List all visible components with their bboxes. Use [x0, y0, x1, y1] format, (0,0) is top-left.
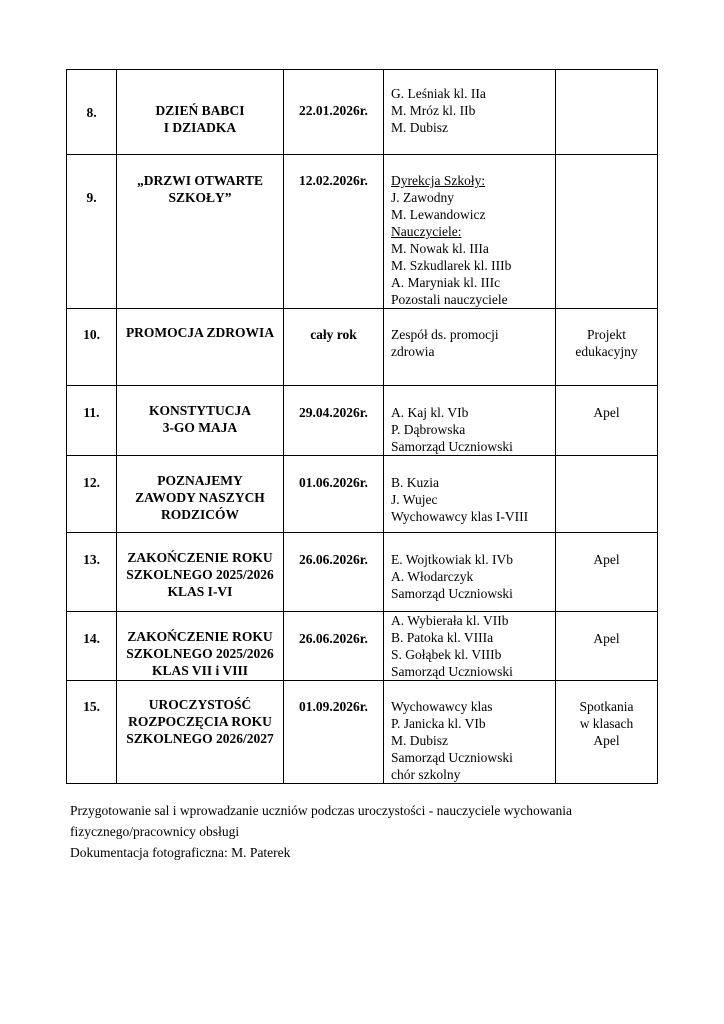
event-name-line: SZKOLNEGO 2026/2027 — [126, 731, 274, 746]
responsible-people — [384, 533, 556, 612]
responsible-person: A. Maryniak kl. IIIc — [391, 275, 501, 290]
event-notes — [556, 386, 658, 456]
event-name-line: ROZPOCZĘCIA ROKU — [128, 714, 272, 729]
event-name — [117, 681, 284, 784]
event-name — [117, 456, 284, 533]
responsible-person: Pozostali nauczyciele — [391, 292, 508, 307]
responsible-person: P. Janicka kl. VIb — [391, 716, 486, 731]
event-note-line: edukacyjny — [575, 344, 638, 359]
event-name-line: SZKOŁY” — [168, 190, 232, 205]
event-name — [117, 155, 284, 309]
event-date: 01.09.2026r. — [284, 681, 384, 784]
row-number: 12. — [67, 456, 117, 533]
schedule-body — [67, 70, 658, 784]
event-name-line: „DRZWI OTWARTE — [137, 173, 263, 188]
footer-line: Przygotowanie sal i wprowadzanie uczniów podczas uroczystości - nauczyciele wychowania — [70, 803, 572, 818]
responsible-person: S. Gołąbek kl. VIIIb — [391, 647, 502, 662]
event-note-line: Projekt — [587, 327, 626, 342]
responsible-people — [384, 155, 556, 309]
responsible-person: A. Kaj kl. VIb — [391, 405, 469, 420]
row-number: 11. — [67, 386, 117, 456]
table-row — [67, 681, 658, 784]
responsible-person: Dyrekcja Szkoły: — [391, 173, 486, 188]
event-name-line: PROMOCJA ZDROWIA — [125, 325, 275, 340]
event-note-line: Apel — [593, 405, 620, 420]
responsible-person: Nauczyciele: — [391, 224, 462, 239]
event-notes — [556, 612, 658, 681]
event-name-line: KLAS I-VI — [167, 584, 233, 599]
responsible-people — [384, 309, 556, 386]
responsible-person: B. Kuzia — [391, 475, 439, 490]
responsible-person: P. Dąbrowska — [391, 422, 466, 437]
responsible-people — [384, 612, 556, 681]
responsible-person: M. Lewandowicz — [391, 207, 486, 222]
event-date: 12.02.2026r. — [284, 155, 384, 309]
responsible-person: J. Zawodny — [391, 190, 454, 205]
row-number: 14. — [67, 612, 117, 681]
responsible-person: J. Wujec — [391, 492, 438, 507]
table-row — [67, 155, 658, 309]
footer-line: Dokumentacja fotograficzna: M. Paterek — [70, 845, 291, 860]
responsible-person: M. Dubisz — [391, 733, 448, 748]
table-row — [67, 309, 658, 386]
event-date: 29.04.2026r. — [284, 386, 384, 456]
event-date: 26.06.2026r. — [284, 533, 384, 612]
event-name-line: I DZIADKA — [163, 120, 237, 135]
event-note-line: w klasach — [579, 716, 634, 731]
responsible-people — [384, 681, 556, 784]
footer-notes — [70, 800, 670, 863]
event-date: 22.01.2026r. — [284, 70, 384, 155]
responsible-person: A. Wybierała kl. VIIb — [391, 613, 509, 628]
responsible-people — [384, 456, 556, 533]
event-name-line: SZKOLNEGO 2025/2026 — [126, 567, 274, 582]
event-name-line: 3-GO MAJA — [162, 420, 238, 435]
event-name-line: POZNAJEMY — [157, 473, 243, 488]
event-note-line: Spotkania — [579, 699, 634, 714]
responsible-person: Wychowawcy klas — [391, 699, 493, 714]
responsible-people — [384, 70, 556, 155]
responsible-person: M. Dubisz — [391, 120, 448, 135]
event-notes — [556, 456, 658, 533]
table-row — [67, 70, 658, 155]
event-name — [117, 309, 284, 386]
responsible-person: A. Włodarczyk — [391, 569, 474, 584]
event-name-line: KONSTYTUCJA — [148, 403, 251, 418]
table-row — [67, 386, 658, 456]
event-name — [117, 533, 284, 612]
event-note-line: Apel — [593, 552, 620, 567]
row-number: 9. — [67, 155, 117, 309]
event-name-line: KLAS VII i VIII — [152, 663, 248, 678]
row-number: 15. — [67, 681, 117, 784]
schedule-table — [66, 69, 658, 784]
event-name-line: ZAKOŃCZENIE ROKU — [127, 550, 273, 565]
footer-line: fizycznego/pracownicy obsługi — [70, 824, 240, 839]
event-date: cały rok — [284, 309, 384, 386]
row-number: 10. — [67, 309, 117, 386]
responsible-people — [384, 386, 556, 456]
event-name — [117, 612, 284, 681]
row-number: 13. — [67, 533, 117, 612]
event-date: 01.06.2026r. — [284, 456, 384, 533]
responsible-person: Wychowawcy klas I-VIII — [391, 509, 529, 524]
event-name-line: ZAKOŃCZENIE ROKU — [127, 629, 273, 644]
event-name-line: UROCZYSTOŚĆ — [148, 697, 252, 712]
responsible-person: Samorząd Uczniowski — [391, 750, 513, 765]
event-notes — [556, 533, 658, 612]
event-notes — [556, 681, 658, 784]
event-name-line: ZAWODY NASZYCH — [135, 490, 265, 505]
responsible-person: Samorząd Uczniowski — [391, 586, 513, 601]
responsible-person: M. Mróz kl. IIb — [391, 103, 476, 118]
responsible-person: B. Patoka kl. VIIIa — [391, 630, 494, 645]
responsible-person: Samorząd Uczniowski — [391, 664, 513, 679]
event-note-line: Apel — [593, 631, 620, 646]
event-note-line: Apel — [593, 733, 620, 748]
responsible-person: Samorząd Uczniowski — [391, 439, 513, 454]
event-notes — [556, 155, 658, 309]
event-name-line: SZKOLNEGO 2025/2026 — [126, 646, 274, 661]
table-row — [67, 612, 658, 681]
table-row — [67, 456, 658, 533]
responsible-person: G. Leśniak kl. IIa — [391, 86, 486, 101]
event-name-line: RODZICÓW — [160, 507, 239, 522]
event-notes — [556, 309, 658, 386]
responsible-person: M. Nowak kl. IIIa — [391, 241, 489, 256]
event-notes — [556, 70, 658, 155]
event-date: 26.06.2026r. — [284, 612, 384, 681]
responsible-person: M. Szkudlarek kl. IIIb — [391, 258, 512, 273]
responsible-person: zdrowia — [391, 344, 435, 359]
responsible-person: Zespół ds. promocji — [391, 327, 499, 342]
event-name — [117, 70, 284, 155]
row-number: 8. — [67, 70, 117, 155]
table-row — [67, 533, 658, 612]
responsible-person: chór szkolny — [391, 767, 461, 782]
responsible-person: E. Wojtkowiak kl. IVb — [391, 552, 514, 567]
event-name — [117, 386, 284, 456]
event-name-line: DZIEŃ BABCI — [155, 103, 245, 118]
